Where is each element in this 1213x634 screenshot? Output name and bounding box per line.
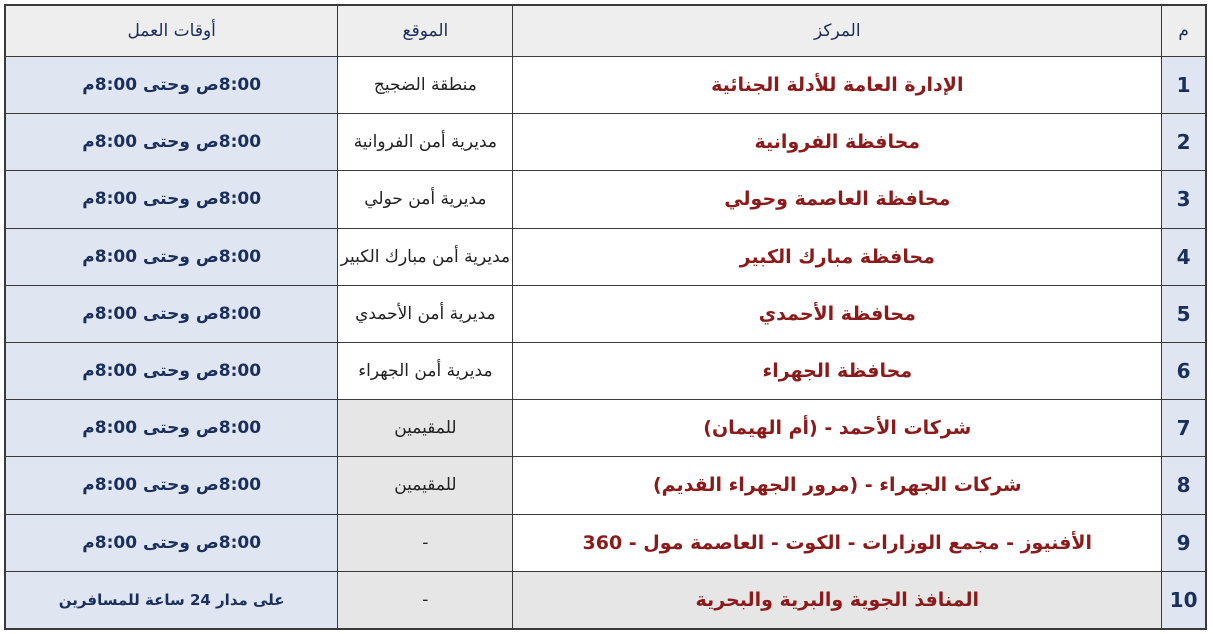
row-location: - <box>338 514 513 571</box>
table-header-row <box>5 5 1206 57</box>
row-center: الإدارة العامة للأدلة الجنائية <box>513 57 1162 114</box>
row-hours: 8:00ص وحتى 8:00م <box>5 457 338 514</box>
header-working-hours: أوقات العمل <box>5 5 338 57</box>
row-location: مديرية أمن مبارك الكبير <box>338 228 513 285</box>
row-center: الأفنيوز - مجمع الوزارات - الكوت - العاصمة مول - 360 <box>513 514 1162 571</box>
row-hours: 8:00ص وحتى 8:00م <box>5 114 338 171</box>
row-center: محافظة الجهراء <box>513 342 1162 399</box>
row-location: للمقيمين <box>338 400 513 457</box>
row-hours: على مدار 24 ساعة للمسافرين <box>5 571 338 629</box>
table-row <box>5 228 1206 285</box>
row-center: محافظة الأحمدي <box>513 285 1162 342</box>
row-hours: 8:00ص وحتى 8:00م <box>5 342 338 399</box>
row-number: 9 <box>1162 514 1206 571</box>
row-hours: 8:00ص وحتى 8:00م <box>5 228 338 285</box>
row-center: شركات الأحمد - (أم الهيمان) <box>513 400 1162 457</box>
table-row <box>5 457 1206 514</box>
header-number: م <box>1162 5 1206 57</box>
row-number: 10 <box>1162 571 1206 629</box>
header-center: المركز <box>513 5 1162 57</box>
row-number: 7 <box>1162 400 1206 457</box>
row-location: مديرية أمن حولي <box>338 171 513 228</box>
row-center: محافظة الفروانية <box>513 114 1162 171</box>
centers-schedule-table <box>4 4 1207 630</box>
table-row <box>5 571 1206 629</box>
row-number: 6 <box>1162 342 1206 399</box>
header-location: الموقع <box>338 5 513 57</box>
row-number: 3 <box>1162 171 1206 228</box>
row-hours: 8:00ص وحتى 8:00م <box>5 514 338 571</box>
table-row <box>5 57 1206 114</box>
row-hours: 8:00ص وحتى 8:00م <box>5 400 338 457</box>
row-hours: 8:00ص وحتى 8:00م <box>5 285 338 342</box>
row-location: مديرية أمن الفروانية <box>338 114 513 171</box>
row-center: شركات الجهراء - (مرور الجهراء القديم) <box>513 457 1162 514</box>
row-number: 2 <box>1162 114 1206 171</box>
row-center: محافظة مبارك الكبير <box>513 228 1162 285</box>
row-center: محافظة العاصمة وحولي <box>513 171 1162 228</box>
table-row <box>5 514 1206 571</box>
row-hours: 8:00ص وحتى 8:00م <box>5 171 338 228</box>
row-number: 4 <box>1162 228 1206 285</box>
row-center: المنافذ الجوية والبرية والبحرية <box>513 571 1162 629</box>
row-location: منطقة الضجيج <box>338 57 513 114</box>
schedule-table-container <box>4 4 1207 630</box>
table-row <box>5 285 1206 342</box>
table-row <box>5 114 1206 171</box>
table-row <box>5 171 1206 228</box>
row-location: مديرية أمن الجهراء <box>338 342 513 399</box>
row-number: 1 <box>1162 57 1206 114</box>
row-location: للمقيمين <box>338 457 513 514</box>
row-number: 8 <box>1162 457 1206 514</box>
row-location: - <box>338 571 513 629</box>
table-row <box>5 342 1206 399</box>
row-hours: 8:00ص وحتى 8:00م <box>5 57 338 114</box>
row-number: 5 <box>1162 285 1206 342</box>
row-location: مديرية أمن الأحمدي <box>338 285 513 342</box>
table-row <box>5 400 1206 457</box>
